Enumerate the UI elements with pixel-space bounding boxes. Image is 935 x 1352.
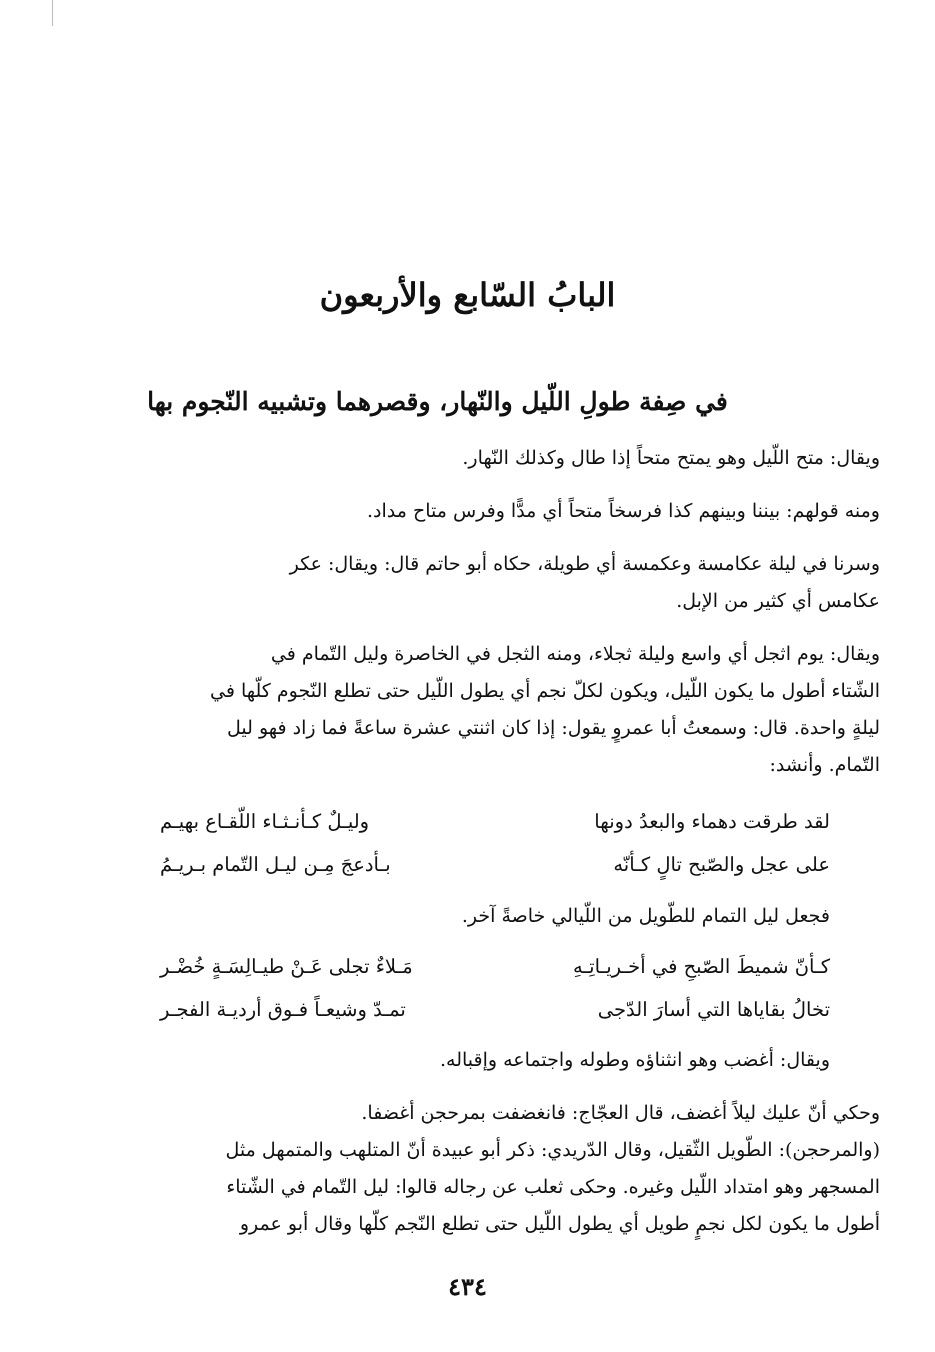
verse-first-hemistich: لقد طرقت دهماء والبعدُ دونها <box>594 810 830 833</box>
poem-2 <box>160 945 830 1031</box>
verse-first-hemistich: كـأنّ شميطَ الصّبحِ في أخـريـاتِـهِ <box>573 955 830 978</box>
poem-verse <box>160 988 830 1031</box>
poem-verse <box>160 945 830 988</box>
text-line: وسرنا في ليلة عكامسة وعكمسة أي طويلة، حكاه أبو حاتم قال: ويقال: عكر <box>289 553 880 575</box>
verse-second-hemistich: وليـلٌ كـأنـثـاء اللّقـاع بهيـم <box>160 810 370 833</box>
verse-first-hemistich: على عجل والصّبح تالٍ كـأنّه <box>613 853 830 876</box>
paragraph-5 <box>462 898 830 935</box>
poem-verse <box>160 843 830 886</box>
poem-1 <box>160 800 830 886</box>
section-title: في صِفة طولِ اللّيل والنّهار، وقصرهما وتشبيه النّجوم بها <box>147 387 728 416</box>
text-line: ليلةٍ واحدة. قال: وسمعتُ أبا عمروٍ يقول: إذا كان اثنتي عشرة ساعةً فما زاد فهو ليل <box>227 717 880 739</box>
text-line: فجعل ليل التمام للطّويل من اللّيالي خاصةً آخر. <box>461 905 830 927</box>
text-line: (والمرحجن): الطّويل الثّقيل، وقال الدّريدي: ذكر أبو عبيدة أنّ المتلهب والمتمهل مثل <box>225 1139 880 1161</box>
verse-second-hemistich: تمـدّ وشيعـاً فـوق أرديـة الفجـر <box>160 998 406 1021</box>
page-number: ٤٣٤ <box>448 1272 487 1301</box>
paragraph-4 <box>105 636 880 784</box>
verse-second-hemistich: بـأدعجَ مِـن ليـل التّمام بـريـمُ <box>160 853 391 876</box>
text-line: عكامس أي كثير من الإبل. <box>676 590 880 612</box>
text-line: ويقال: أغضب وهو انثناؤه وطوله واجتماعه وإقباله. <box>439 1049 830 1071</box>
text-line: ويقال: يوم اثجل أي واسع وليلة ثجلاء، ومنه الثجل في الخاصرة وليل التّمام في <box>270 643 880 665</box>
verse-second-hemistich: مَـلاءٌ تجلى عَـنْ طيـالِسَـةٍ خُضْـر <box>160 955 413 978</box>
text-line: الشّتاء أطول ما يكون اللّيل، ويكون لكلّ نجم أي يطول اللّيل حتى تطلع النّجوم كلّها في <box>210 680 880 702</box>
text-line: أطول ما يكون لكل نجمٍ طويل أي يطول اللّيل حتى تطلع النّجم كلّها وقال أبو عمرو <box>239 1213 880 1235</box>
text-line: المسجهر وهو امتداد اللّيل وغيره. وحكى ثعلب عن رجاله قالوا: ليل التّمام في الشّتاء <box>226 1176 880 1198</box>
text-line: ويقال: متح اللّيل وهو يمتح متحاً إذا طال وكذلك النّهار. <box>462 447 880 469</box>
text-line: وحكي أنّ عليك ليلاً أغضف، قال العجّاج: فانغضفت بمرحجن أغضفا. <box>361 1102 880 1124</box>
paragraph-6 <box>440 1042 830 1079</box>
verse-first-hemistich: تخالُ بقاياها التي أسارَ الدّجى <box>597 998 830 1021</box>
margin-tick-mark <box>52 0 53 26</box>
text-line: التّمام. وأنشد: <box>769 754 880 776</box>
chapter-title: البابُ السّابع والأربعون <box>319 276 616 314</box>
paragraph-3 <box>105 546 880 620</box>
text-line: ومنه قولهم: بيننا وبينهم كذا فرسخاً متحاً أي مدًّا وفرس متاح مداد. <box>366 500 880 522</box>
paragraph-7 <box>105 1095 880 1243</box>
poem-verse <box>160 800 830 843</box>
paragraph-1 <box>462 440 880 477</box>
paragraph-2 <box>367 493 880 530</box>
